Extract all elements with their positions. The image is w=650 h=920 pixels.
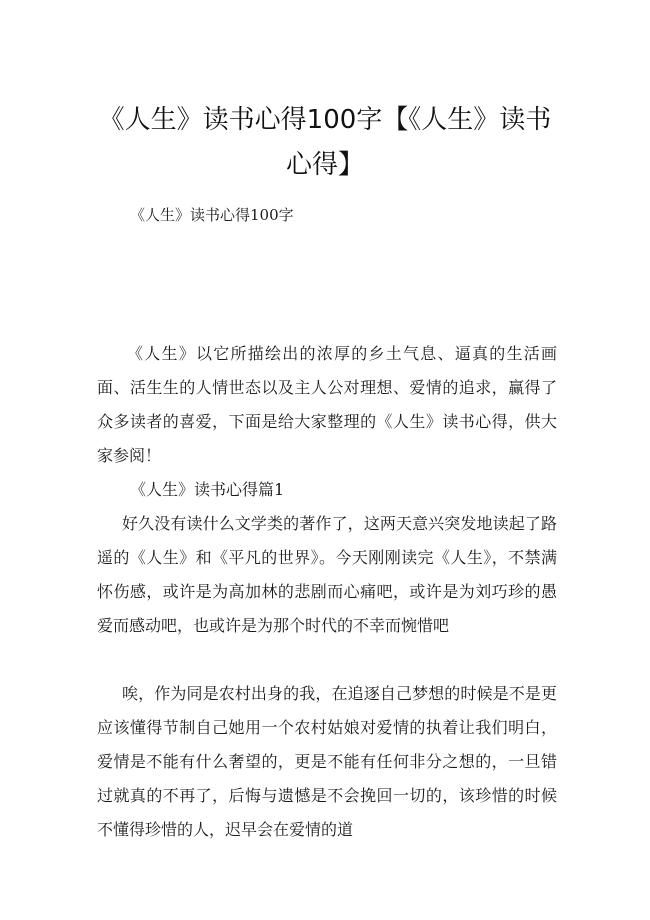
document-title: 《人生》读书心得100字【《人生》读书心得】 (98, 105, 552, 180)
section-heading: 《人生》读书心得篇1 (130, 480, 285, 499)
body-paragraph-2: 唉，作为同是农村出身的我，在追逐自己梦想的时候是不是更应该懂得节制自己她用一个农村姑娘对爱情的执着让我们明白，爱情是不能有什么奢望的，更是不能有任何非分之想的，一旦错过就真的不再了，后悔与遗憾是不会挽回一切的，该珍惜的时候不懂得珍惜的人，迟早会在爱情的道 (97, 684, 557, 839)
body-paragraph-1: 好久没有读什么文学类的著作了，这两天意兴突发地读起了路遥的《人生》和《平凡的世界》。今天刚刚读完《人生》，不禁满怀伤感，或许是为高加林的悲剧而心痛吧，或许是为刘巧珍的愚爱而感动吧，也或许是为那个时代的不幸而惋惜吧 (97, 514, 557, 635)
intro-paragraph: 《人生》以它所描绘出的浓厚的乡土气息、逼真的生活画面、活生生的人情世态以及主人公对理想、爱情的追求，赢得了众多读者的喜爱，下面是给大家整理的《人生》读书心得，供大家参阅！ (97, 344, 557, 465)
document-subtitle: 《人生》读书心得100字 (130, 206, 294, 224)
